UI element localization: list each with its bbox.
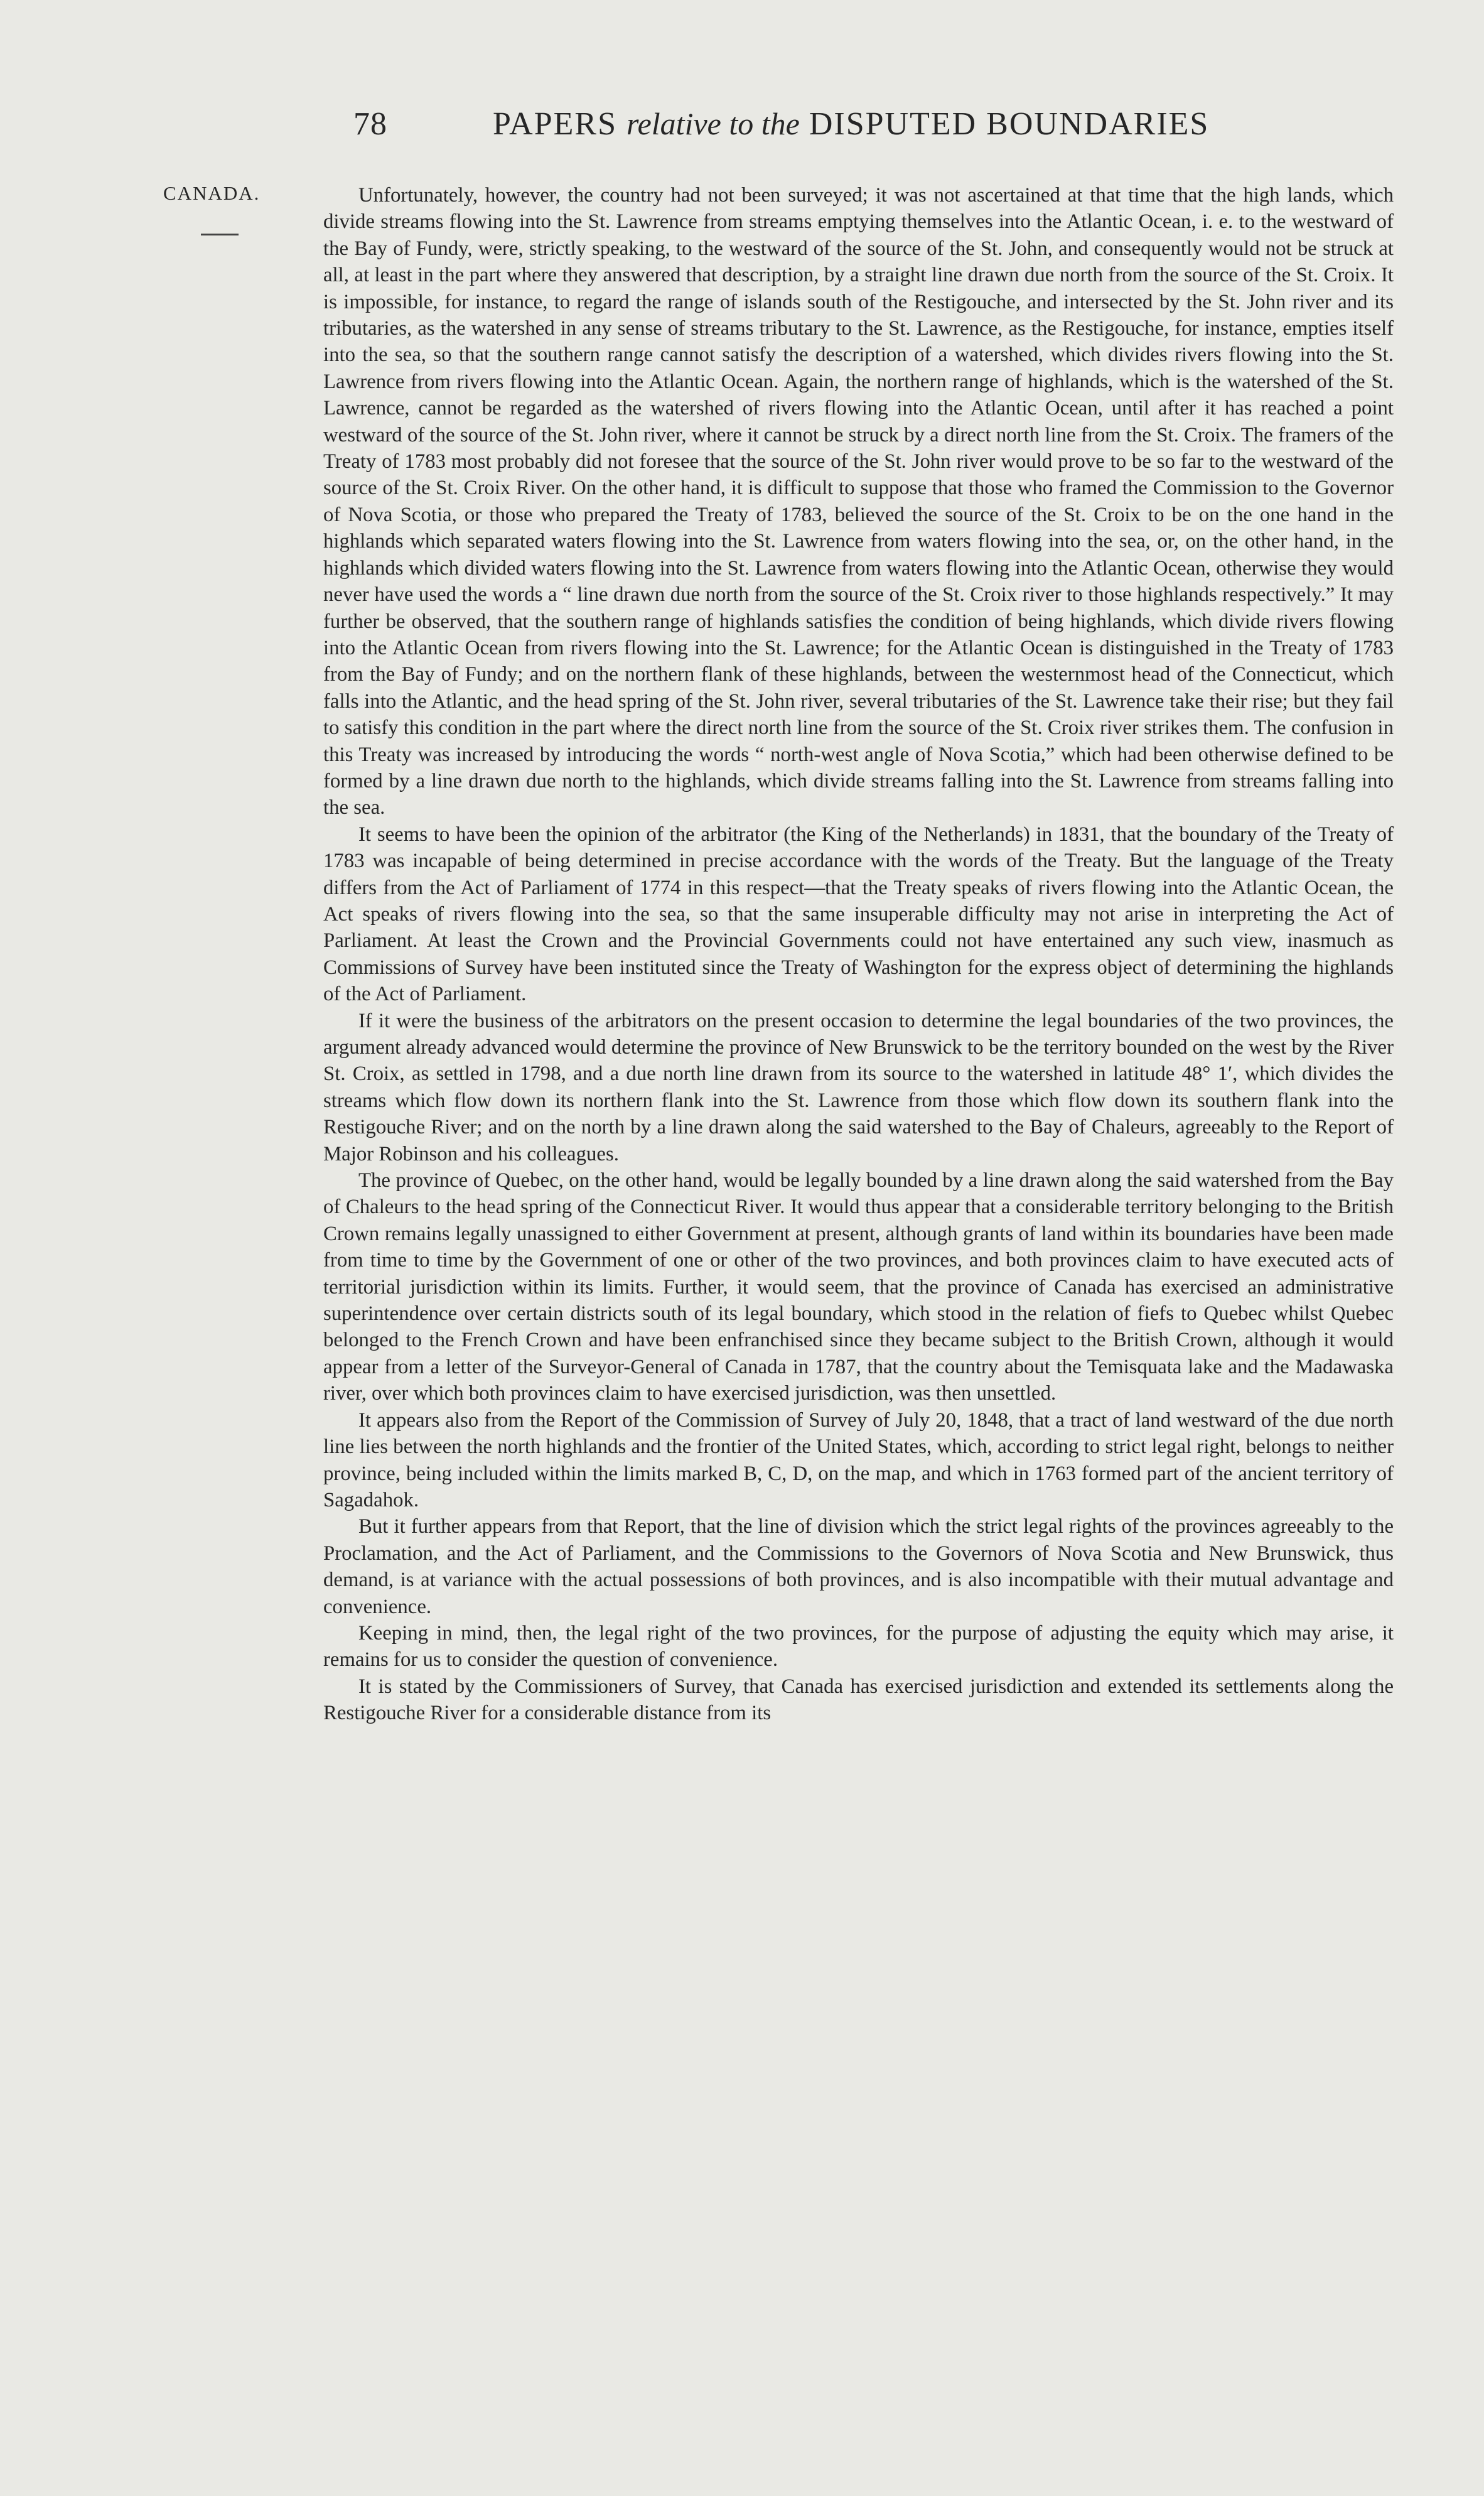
running-title-part2: DISPUTED BOUNDARIES — [809, 106, 1210, 142]
page-header — [0, 105, 1484, 162]
page-number: 78 — [353, 106, 387, 142]
running-title — [493, 105, 1209, 143]
margin-note: CANADA. — [163, 182, 261, 204]
body-text — [323, 182, 1394, 1727]
running-title-italic: relative to the — [626, 106, 800, 141]
margin-dash — [201, 234, 239, 235]
paragraph: The province of Quebec, on the other hand, would be legally bounded by a line drawn along the said watershed from the Bay of Chaleurs to the head spring of the Connecticut River. It would thus appear that a considerable territory belonging to the British Crown remains legally unassigned to either Government at present, although grants of land within its boundaries have been made from time to time by the Government of one or other of the two provinces, and both provinces claim to have executed acts of territorial jurisdiction within its limits. Further, it would seem, that the province of Canada has exercised an administrative superintendence over certain districts south of its legal boundary, which stood in the relation of fiefs to Quebec whilst Quebec belonged to the French Crown and have been enfranchised since they became subject to the British Crown, although it would appear from a letter of the Surveyor-General of Canada in 1787, that the country about the Temisquata lake and the Madawaska river, over which both provinces claim to have exercised jurisdiction, was then unsettled. — [323, 1169, 1394, 1405]
paragraph: It seems to have been the opinion of the arbitrator (the King of the Netherlands) in 1831, that the boundary of the Treaty of 1783 was incapable of being determined in precise accordance with the words of the Treaty. But the language of the Treaty differs from the Act of Parliament of 1774 in this respect—that the Treaty speaks of rivers flowing into the Atlantic Ocean, the Act speaks of rivers flowing into the sea, so that the same insuperable difficulty may not arise in interpreting the Act of Parliament. At least the Crown and the Provincial Governments could not have entertained any such view, inasmuch as Commissions of Survey have been instituted since the Treaty of Washington for the express object of determining the highlands of the Act of Parliament. — [323, 823, 1394, 1006]
paragraph: Keeping in mind, then, the legal right of the two provinces, for the purpose of adjusting the equity which may arise, it remains for us to consider the question of convenience. — [323, 1621, 1394, 1672]
paragraph: But it further appears from that Report, that the line of division which the strict legal rights of the provinces agreeably to the Proclamation, and the Act of Parliament, and the Commissions to the Governors of Nova Scotia and New Brunswick, thus demand, is at variance with the actual possessions of both provinces, and is also incompatible with their mutual advantage and convenience. — [323, 1515, 1394, 1618]
paragraph: Unfortunately, however, the country had not been surveyed; it was not ascertained at that time that the high lands, which divide streams flowing into the St. Lawrence from streams emptying themselves into the Atlantic Ocean, i. e. to the westward of the Bay of Fundy, were, strictly speaking, to the westward of the source of the St. John, and consequently would not be struck at all, at least in the part where they answered that description, by a straight line drawn due north from the source of the St. Croix. It is impossible, for instance, to regard the range of islands south of the Restigouche, and intersected by the St. John river and its tributaries, as the watershed in any sense of streams tributary to the St. Lawrence, as the Restigouche, for instance, empties itself into the sea, so that the southern range cannot satisfy the description of a watershed, which divides rivers flowing into the St. Lawrence from rivers flowing into the Atlantic Ocean. Again, the northern range of highlands, which is the watershed of the St. Lawrence, cannot be regarded as the watershed of rivers flowing into the Atlantic Ocean, until after it has reached a point westward of the source of the St. John river, where it cannot be struck by a direct north line from the St. Croix. The framers of the Treaty of 1783 most probably did not foresee that the source of the St. John river would prove to be so far to the westward of the source of the St. Croix River. On the other hand, it is difficult to suppose that those who framed the Commission to the Governor of Nova Scotia, or those who prepared the Treaty of 1783, believed the source of the St. Croix to be on the one hand in the highlands which separated waters flowing into the St. Lawrence from waters flowing into the sea, or, on the other hand, in the highlands which divided waters flowing into the St. Lawrence from waters flowing into the Atlantic Ocean, otherwise they would never have used the words a “ line drawn due north from the source of the St. Croix river to those highlands respectively.” It may further be observed, that the southern range of highlands satisfies the condition of being highlands, which divide rivers flowing into the Atlantic Ocean from rivers flowing into the St. Lawrence; for the Atlantic Ocean is distinguished in the Treaty of 1783 from the Bay of Fundy; and on the northern flank of these highlands, between the westernmost head of the Connecticut, which falls into the Atlantic, and the head spring of the St. John river, several tributaries of the St. Lawrence take their rise; but they fail to satisfy this condition in the part where the direct north line from the source of the St. Croix river strikes them. The confusion in this Treaty was increased by introducing the words “ north-west angle of Nova Scotia,” which had been otherwise defined to be formed by a line drawn due north to the highlands, which divide streams falling into the St. Lawrence from streams falling into the sea. — [323, 184, 1394, 819]
paragraph: It appears also from the Report of the Commission of Survey of July 20, 1848, that a tract of land westward of the due north line lies between the north highlands and the frontier of the United States, which, according to strict legal right, belongs to neither province, being included within the limits marked B, C, D, on the map, and which in 1763 formed part of the ancient territory of Sagadahok. — [323, 1408, 1394, 1511]
running-title-part1: PAPERS — [493, 106, 617, 142]
paragraph: It is stated by the Commissioners of Survey, that Canada has exercised jurisdiction and extended its settlements along the Restigouche River for a considerable distance from its — [323, 1675, 1394, 1725]
paragraph: If it were the business of the arbitrators on the present occasion to determine the legal boundaries of the two provinces, the argument already advanced would determine the province of New Brunswick to be the territory bounded on the west by the River St. Croix, as settled in 1798, and a due north line drawn from its source to the watershed in latitude 48° 1′, which divides the streams which flow down its northern flank into the St. Lawrence from those which flow down its southern flank into the Restigouche River; and on the north by a line drawn along the said watershed to the Bay of Chaleurs, agreeably to the Report of Major Robinson and his colleagues. — [323, 1009, 1394, 1165]
